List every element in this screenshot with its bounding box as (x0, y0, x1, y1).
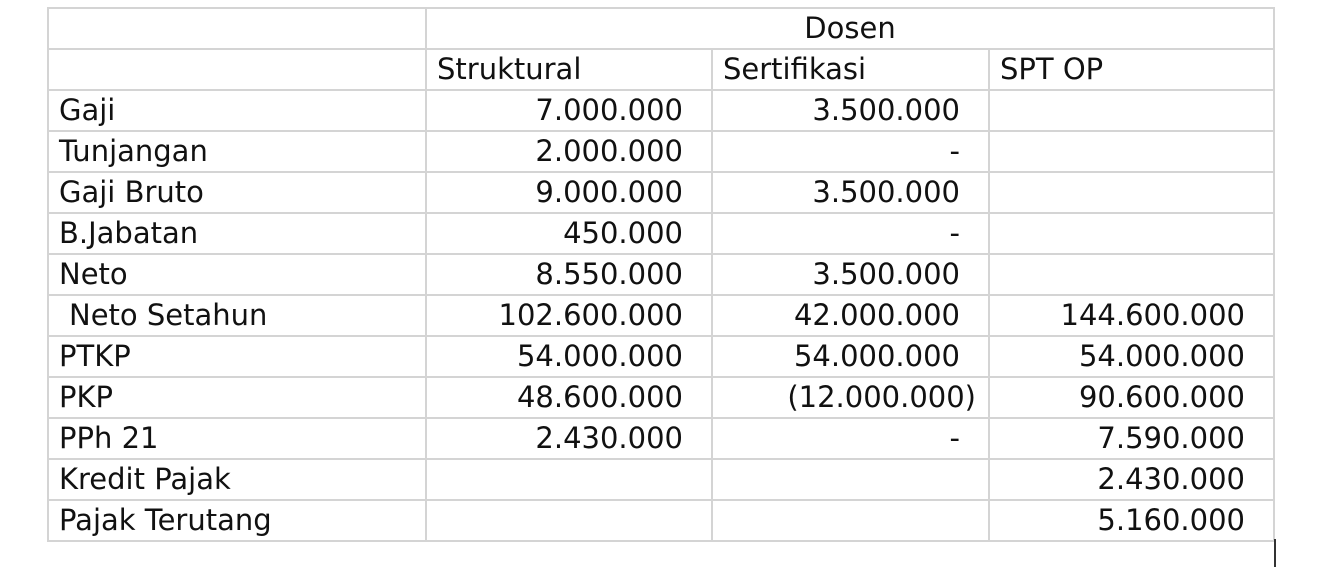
cell-struktural[interactable]: 450.000 (426, 213, 712, 254)
cell-struktural[interactable]: 7.000.000 (426, 90, 712, 131)
cell-sertifikasi[interactable] (712, 500, 989, 541)
tax-table-container (47, 7, 1275, 542)
cell-sertifikasi[interactable] (712, 459, 989, 500)
row-label[interactable]: Neto Setahun (48, 295, 426, 336)
row-label[interactable]: Gaji Bruto (48, 172, 426, 213)
cell-spt-op[interactable]: 5.160.000 (989, 500, 1274, 541)
cell-sertifikasi[interactable]: 42.000.000 (712, 295, 989, 336)
text-cursor (1274, 539, 1276, 567)
cell-spt-op[interactable] (989, 172, 1274, 213)
cell-struktural[interactable]: 102.600.000 (426, 295, 712, 336)
column-header-row (48, 49, 1274, 90)
cell-spt-op[interactable]: 54.000.000 (989, 336, 1274, 377)
table-row (48, 295, 1274, 336)
table-row (48, 459, 1274, 500)
cell-spt-op[interactable] (989, 131, 1274, 172)
row-label[interactable]: Gaji (48, 90, 426, 131)
table-row (48, 131, 1274, 172)
row-label[interactable]: B.Jabatan (48, 213, 426, 254)
column-header-sertifikasi[interactable]: Sertifikasi (712, 49, 989, 90)
cell-sertifikasi[interactable]: 3.500.000 (712, 90, 989, 131)
row-label[interactable]: Neto (48, 254, 426, 295)
cell-sertifikasi[interactable]: 3.500.000 (712, 172, 989, 213)
table-row (48, 336, 1274, 377)
empty-label-header-cell[interactable] (48, 49, 426, 90)
cell-spt-op[interactable]: 7.590.000 (989, 418, 1274, 459)
column-header-spt-op[interactable]: SPT OP (989, 49, 1274, 90)
row-label[interactable]: Kredit Pajak (48, 459, 426, 500)
cell-spt-op[interactable] (989, 90, 1274, 131)
cell-struktural[interactable]: 48.600.000 (426, 377, 712, 418)
cell-sertifikasi[interactable]: (12.000.000) (712, 377, 989, 418)
cell-spt-op[interactable]: 144.600.000 (989, 295, 1274, 336)
table-row (48, 377, 1274, 418)
tax-calculation-table (47, 7, 1275, 542)
cell-sertifikasi[interactable]: - (712, 131, 989, 172)
table-row (48, 90, 1274, 131)
row-label[interactable]: PTKP (48, 336, 426, 377)
row-label[interactable]: PPh 21 (48, 418, 426, 459)
cell-sertifikasi[interactable]: - (712, 213, 989, 254)
cell-struktural[interactable]: 2.430.000 (426, 418, 712, 459)
table-row (48, 213, 1274, 254)
row-label[interactable]: Tunjangan (48, 131, 426, 172)
cell-sertifikasi[interactable]: 54.000.000 (712, 336, 989, 377)
column-header-struktural[interactable]: Struktural (426, 49, 712, 90)
cell-spt-op[interactable] (989, 213, 1274, 254)
cell-struktural[interactable]: 2.000.000 (426, 131, 712, 172)
cell-struktural[interactable]: 9.000.000 (426, 172, 712, 213)
empty-corner-cell[interactable] (48, 8, 426, 49)
cell-spt-op[interactable] (989, 254, 1274, 295)
cell-struktural[interactable] (426, 459, 712, 500)
group-header-row (48, 8, 1274, 49)
cell-struktural[interactable]: 8.550.000 (426, 254, 712, 295)
cell-sertifikasi[interactable]: - (712, 418, 989, 459)
cell-sertifikasi[interactable]: 3.500.000 (712, 254, 989, 295)
row-label[interactable]: PKP (48, 377, 426, 418)
cell-struktural[interactable] (426, 500, 712, 541)
table-row (48, 418, 1274, 459)
cell-spt-op[interactable]: 2.430.000 (989, 459, 1274, 500)
cell-struktural[interactable]: 54.000.000 (426, 336, 712, 377)
table-row (48, 254, 1274, 295)
table-row (48, 172, 1274, 213)
cell-spt-op[interactable]: 90.600.000 (989, 377, 1274, 418)
group-header-dosen[interactable]: Dosen (426, 8, 1274, 49)
table-row (48, 500, 1274, 541)
row-label[interactable]: Pajak Terutang (48, 500, 426, 541)
